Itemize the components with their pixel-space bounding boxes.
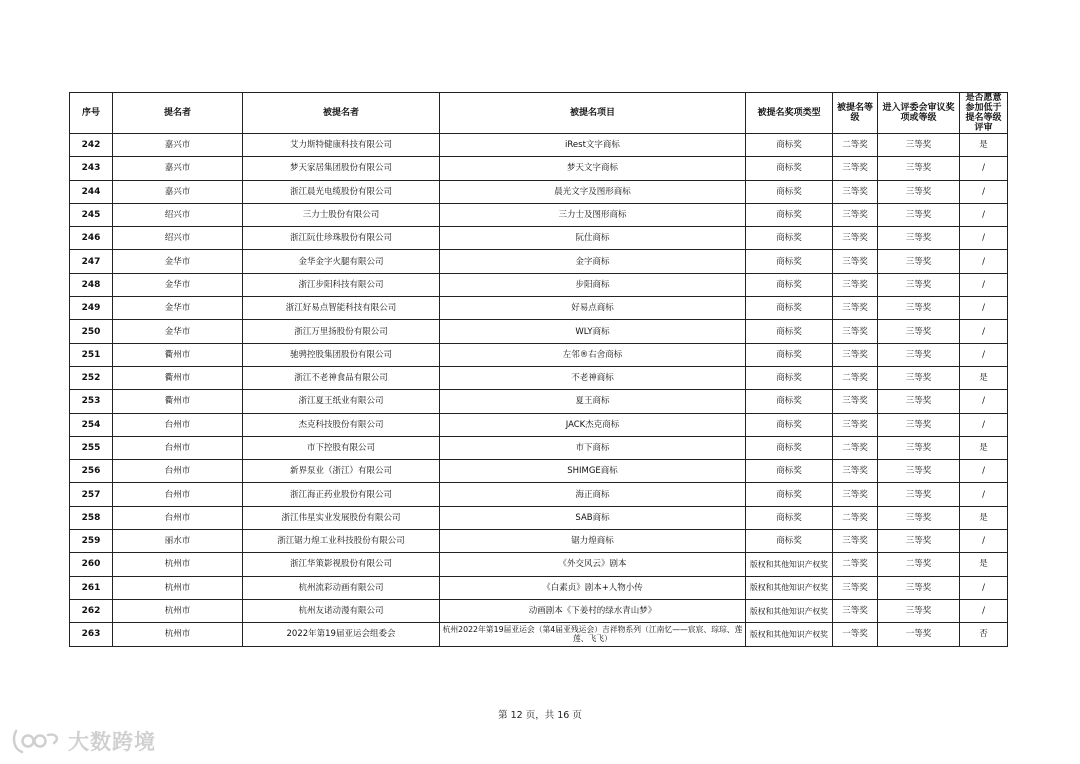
nominated-project-cell: 晨光文字及图形商标	[440, 180, 746, 203]
table-header-row	[70, 93, 1008, 134]
award-type-cell: 版权和其他知识产权奖	[746, 623, 833, 646]
table-row	[70, 460, 1008, 483]
review-level-cell: 三等奖	[878, 227, 960, 250]
seq-number-cell: 243	[70, 157, 113, 180]
nominated-project-cell: 市下商标	[440, 436, 746, 459]
table-body	[70, 134, 1008, 647]
nominated-project-cell: 阮仕商标	[440, 227, 746, 250]
accept-lower-level-cell: 是	[960, 134, 1008, 157]
nominated-project-cell: 海正商标	[440, 483, 746, 506]
table-row	[70, 297, 1008, 320]
table-row	[70, 553, 1008, 576]
nominated-project-cell: 杭州2022年第19届亚运会（第4届亚残运会）吉祥物系列（江南忆——宸宸、琮琮、莲莲、飞飞）	[440, 623, 746, 646]
review-level-cell: 三等奖	[878, 599, 960, 622]
review-level-cell: 三等奖	[878, 576, 960, 599]
nominator-cell: 嘉兴市	[113, 180, 243, 203]
accept-lower-level-cell: /	[960, 180, 1008, 203]
seq-number-cell: 256	[70, 460, 113, 483]
nominator-cell: 杭州市	[113, 599, 243, 622]
nominated-level-cell: 三等奖	[833, 157, 878, 180]
award-type-cell: 商标奖	[746, 460, 833, 483]
nominated-project-cell: WLY商标	[440, 320, 746, 343]
review-level-cell: 三等奖	[878, 297, 960, 320]
seq-number-cell: 244	[70, 180, 113, 203]
nominee-cell: 浙江万里扬股份有限公司	[243, 320, 440, 343]
nominator-cell: 金华市	[113, 297, 243, 320]
nominator-cell: 绍兴市	[113, 227, 243, 250]
table-row	[70, 366, 1008, 389]
award-type-cell: 商标奖	[746, 530, 833, 553]
seq-number-cell: 259	[70, 530, 113, 553]
award-type-cell: 商标奖	[746, 180, 833, 203]
review-level-cell: 三等奖	[878, 273, 960, 296]
nominee-cell: 浙江伟星实业发展股份有限公司	[243, 506, 440, 529]
nominee-cell: 新界泵业（浙江）有限公司	[243, 460, 440, 483]
seq-number-cell: 255	[70, 436, 113, 459]
nominee-cell: 梦天家居集团股份有限公司	[243, 157, 440, 180]
accept-lower-level-cell: 否	[960, 623, 1008, 646]
nominator-cell: 台州市	[113, 506, 243, 529]
header-cell: 被提名者	[243, 93, 440, 134]
seq-number-cell: 263	[70, 623, 113, 646]
nominator-cell: 台州市	[113, 483, 243, 506]
award-type-cell: 商标奖	[746, 203, 833, 226]
award-type-cell: 商标奖	[746, 320, 833, 343]
nominee-cell: 杭州友诺动漫有限公司	[243, 599, 440, 622]
review-level-cell: 三等奖	[878, 436, 960, 459]
header-cell: 是否愿意参加低于提名等级评审	[960, 93, 1008, 134]
seq-number-cell: 261	[70, 576, 113, 599]
header-cell: 被提名项目	[440, 93, 746, 134]
nominator-cell: 绍兴市	[113, 203, 243, 226]
seq-number-cell: 254	[70, 413, 113, 436]
nominator-cell: 杭州市	[113, 576, 243, 599]
table-row	[70, 436, 1008, 459]
nominator-cell: 嘉兴市	[113, 157, 243, 180]
seq-number-cell: 246	[70, 227, 113, 250]
nominee-cell: 杭州流彩动画有限公司	[243, 576, 440, 599]
nominator-cell: 杭州市	[113, 553, 243, 576]
table-row	[70, 413, 1008, 436]
award-type-cell: 商标奖	[746, 273, 833, 296]
nominated-level-cell: 三等奖	[833, 483, 878, 506]
nominee-cell: 浙江锯力煌工业科技股份有限公司	[243, 530, 440, 553]
review-level-cell: 三等奖	[878, 483, 960, 506]
header-cell: 序号	[70, 93, 113, 134]
accept-lower-level-cell: /	[960, 227, 1008, 250]
nominator-cell: 台州市	[113, 460, 243, 483]
header-cell: 被提名奖项类型	[746, 93, 833, 134]
table-row	[70, 180, 1008, 203]
nominated-level-cell: 三等奖	[833, 250, 878, 273]
award-type-cell: 商标奖	[746, 390, 833, 413]
award-type-cell: 商标奖	[746, 134, 833, 157]
nominated-level-cell: 三等奖	[833, 203, 878, 226]
nominated-level-cell: 三等奖	[833, 576, 878, 599]
accept-lower-level-cell: /	[960, 203, 1008, 226]
award-type-cell: 商标奖	[746, 227, 833, 250]
nominee-cell: 浙江步阳科技有限公司	[243, 273, 440, 296]
award-type-cell: 商标奖	[746, 506, 833, 529]
accept-lower-level-cell: 是	[960, 436, 1008, 459]
table-row	[70, 227, 1008, 250]
seq-number-cell: 257	[70, 483, 113, 506]
review-level-cell: 二等奖	[878, 553, 960, 576]
nominated-level-cell: 三等奖	[833, 390, 878, 413]
seq-number-cell: 262	[70, 599, 113, 622]
nominated-project-cell: iRest文字商标	[440, 134, 746, 157]
nominee-cell: 浙江晨光电缆股份有限公司	[243, 180, 440, 203]
header-cell: 被提名等级	[833, 93, 878, 134]
nominated-project-cell: 金字商标	[440, 250, 746, 273]
accept-lower-level-cell: /	[960, 157, 1008, 180]
table-row	[70, 250, 1008, 273]
review-level-cell: 三等奖	[878, 366, 960, 389]
accept-lower-level-cell: /	[960, 599, 1008, 622]
table-row	[70, 623, 1008, 646]
accept-lower-level-cell: 是	[960, 553, 1008, 576]
award-type-cell: 商标奖	[746, 413, 833, 436]
nominated-project-cell: SHIMGE商标	[440, 460, 746, 483]
nominated-project-cell: 不老神商标	[440, 366, 746, 389]
award-type-cell: 商标奖	[746, 343, 833, 366]
nominator-cell: 丽水市	[113, 530, 243, 553]
seq-number-cell: 251	[70, 343, 113, 366]
seq-number-cell: 252	[70, 366, 113, 389]
accept-lower-level-cell: /	[960, 297, 1008, 320]
nominated-level-cell: 二等奖	[833, 553, 878, 576]
review-level-cell: 三等奖	[878, 343, 960, 366]
nominated-project-cell: 《白素贞》剧本+人物小传	[440, 576, 746, 599]
table-row	[70, 320, 1008, 343]
accept-lower-level-cell: /	[960, 320, 1008, 343]
nominated-project-cell: 好易点商标	[440, 297, 746, 320]
seq-number-cell: 253	[70, 390, 113, 413]
table-row	[70, 157, 1008, 180]
nominated-project-cell: 三力士及图形商标	[440, 203, 746, 226]
award-type-cell: 商标奖	[746, 297, 833, 320]
nominated-level-cell: 三等奖	[833, 273, 878, 296]
nominated-level-cell: 三等奖	[833, 599, 878, 622]
nominator-cell: 台州市	[113, 436, 243, 459]
table-row	[70, 390, 1008, 413]
header-cell: 提名者	[113, 93, 243, 134]
seq-number-cell: 245	[70, 203, 113, 226]
seq-number-cell: 249	[70, 297, 113, 320]
nominated-project-cell: JACK杰克商标	[440, 413, 746, 436]
nominee-cell: 驰骋控股集团股份有限公司	[243, 343, 440, 366]
award-type-cell: 版权和其他知识产权奖	[746, 576, 833, 599]
seq-number-cell: 260	[70, 553, 113, 576]
nominated-level-cell: 二等奖	[833, 366, 878, 389]
nominator-cell: 金华市	[113, 250, 243, 273]
seq-number-cell: 247	[70, 250, 113, 273]
nominee-cell: 2022年第19届亚运会组委会	[243, 623, 440, 646]
nominated-level-cell: 三等奖	[833, 413, 878, 436]
nominee-cell: 浙江海正药业股份有限公司	[243, 483, 440, 506]
table-row	[70, 483, 1008, 506]
award-type-cell: 商标奖	[746, 157, 833, 180]
award-type-cell: 商标奖	[746, 366, 833, 389]
review-level-cell: 三等奖	[878, 413, 960, 436]
nominee-cell: 浙江不老神食品有限公司	[243, 366, 440, 389]
nominee-cell: 杰克科技股份有限公司	[243, 413, 440, 436]
seq-number-cell: 248	[70, 273, 113, 296]
nominated-project-cell: 《外交风云》剧本	[440, 553, 746, 576]
nominee-cell: 艾力斯特健康科技有限公司	[243, 134, 440, 157]
accept-lower-level-cell: /	[960, 413, 1008, 436]
review-level-cell: 三等奖	[878, 460, 960, 483]
nominated-level-cell: 三等奖	[833, 180, 878, 203]
nominee-cell: 三力士股份有限公司	[243, 203, 440, 226]
review-level-cell: 三等奖	[878, 506, 960, 529]
review-level-cell: 一等奖	[878, 623, 960, 646]
accept-lower-level-cell: /	[960, 483, 1008, 506]
table-row	[70, 203, 1008, 226]
nominated-project-cell: 动画剧本《下姜村的绿水青山梦》	[440, 599, 746, 622]
nominator-cell: 金华市	[113, 320, 243, 343]
nominated-project-cell: 左邻®右舍商标	[440, 343, 746, 366]
nominated-level-cell: 三等奖	[833, 530, 878, 553]
header-cell: 进入评委会审议奖项或等级	[878, 93, 960, 134]
accept-lower-level-cell: /	[960, 273, 1008, 296]
seq-number-cell: 242	[70, 134, 113, 157]
nominated-level-cell: 二等奖	[833, 506, 878, 529]
award-type-cell: 版权和其他知识产权奖	[746, 553, 833, 576]
watermark-text: 大数跨境	[68, 730, 156, 754]
review-level-cell: 三等奖	[878, 134, 960, 157]
accept-lower-level-cell: 是	[960, 506, 1008, 529]
seq-number-cell: 258	[70, 506, 113, 529]
nominated-level-cell: 三等奖	[833, 460, 878, 483]
nominator-cell: 杭州市	[113, 623, 243, 646]
nominated-level-cell: 一等奖	[833, 623, 878, 646]
nominator-cell: 衢州市	[113, 390, 243, 413]
table-row	[70, 134, 1008, 157]
award-type-cell: 商标奖	[746, 250, 833, 273]
nominated-level-cell: 三等奖	[833, 343, 878, 366]
table-row	[70, 273, 1008, 296]
page-footer: 第 12 页，共 16 页	[498, 710, 582, 721]
nominator-cell: 台州市	[113, 413, 243, 436]
table-row	[70, 576, 1008, 599]
nominator-cell: 衢州市	[113, 343, 243, 366]
award-type-cell: 商标奖	[746, 436, 833, 459]
nominated-level-cell: 三等奖	[833, 320, 878, 343]
review-level-cell: 三等奖	[878, 530, 960, 553]
nominator-cell: 金华市	[113, 273, 243, 296]
nominee-cell: 浙江华策影视股份有限公司	[243, 553, 440, 576]
nominee-cell: 金华金字火腿有限公司	[243, 250, 440, 273]
award-type-cell: 商标奖	[746, 483, 833, 506]
accept-lower-level-cell: /	[960, 390, 1008, 413]
review-level-cell: 三等奖	[878, 390, 960, 413]
nominated-level-cell: 二等奖	[833, 134, 878, 157]
nominated-level-cell: 二等奖	[833, 436, 878, 459]
table-row	[70, 506, 1008, 529]
accept-lower-level-cell: /	[960, 343, 1008, 366]
nominated-level-cell: 三等奖	[833, 297, 878, 320]
nominee-cell: 市下控股有限公司	[243, 436, 440, 459]
table-row	[70, 530, 1008, 553]
review-level-cell: 三等奖	[878, 203, 960, 226]
award-type-cell: 版权和其他知识产权奖	[746, 599, 833, 622]
review-level-cell: 三等奖	[878, 320, 960, 343]
accept-lower-level-cell: /	[960, 530, 1008, 553]
review-level-cell: 三等奖	[878, 180, 960, 203]
accept-lower-level-cell: /	[960, 576, 1008, 599]
table-row	[70, 599, 1008, 622]
seq-number-cell: 250	[70, 320, 113, 343]
nominated-level-cell: 三等奖	[833, 227, 878, 250]
accept-lower-level-cell: 是	[960, 366, 1008, 389]
award-nomination-table	[69, 92, 1008, 647]
nominee-cell: 浙江好易点智能科技有限公司	[243, 297, 440, 320]
nominator-cell: 衢州市	[113, 366, 243, 389]
review-level-cell: 三等奖	[878, 157, 960, 180]
nominator-cell: 嘉兴市	[113, 134, 243, 157]
accept-lower-level-cell: /	[960, 250, 1008, 273]
nominee-cell: 浙江阮仕珍珠股份有限公司	[243, 227, 440, 250]
table-row	[70, 343, 1008, 366]
nominated-project-cell: 锯力煌商标	[440, 530, 746, 553]
review-level-cell: 三等奖	[878, 250, 960, 273]
watermark	[10, 726, 156, 756]
accept-lower-level-cell: /	[960, 460, 1008, 483]
nominated-project-cell: 梦天文字商标	[440, 157, 746, 180]
nominated-project-cell: SAB商标	[440, 506, 746, 529]
brand-logo-icon	[10, 727, 62, 755]
nominee-cell: 浙江夏王纸业有限公司	[243, 390, 440, 413]
nominated-project-cell: 步阳商标	[440, 273, 746, 296]
nominated-project-cell: 夏王商标	[440, 390, 746, 413]
